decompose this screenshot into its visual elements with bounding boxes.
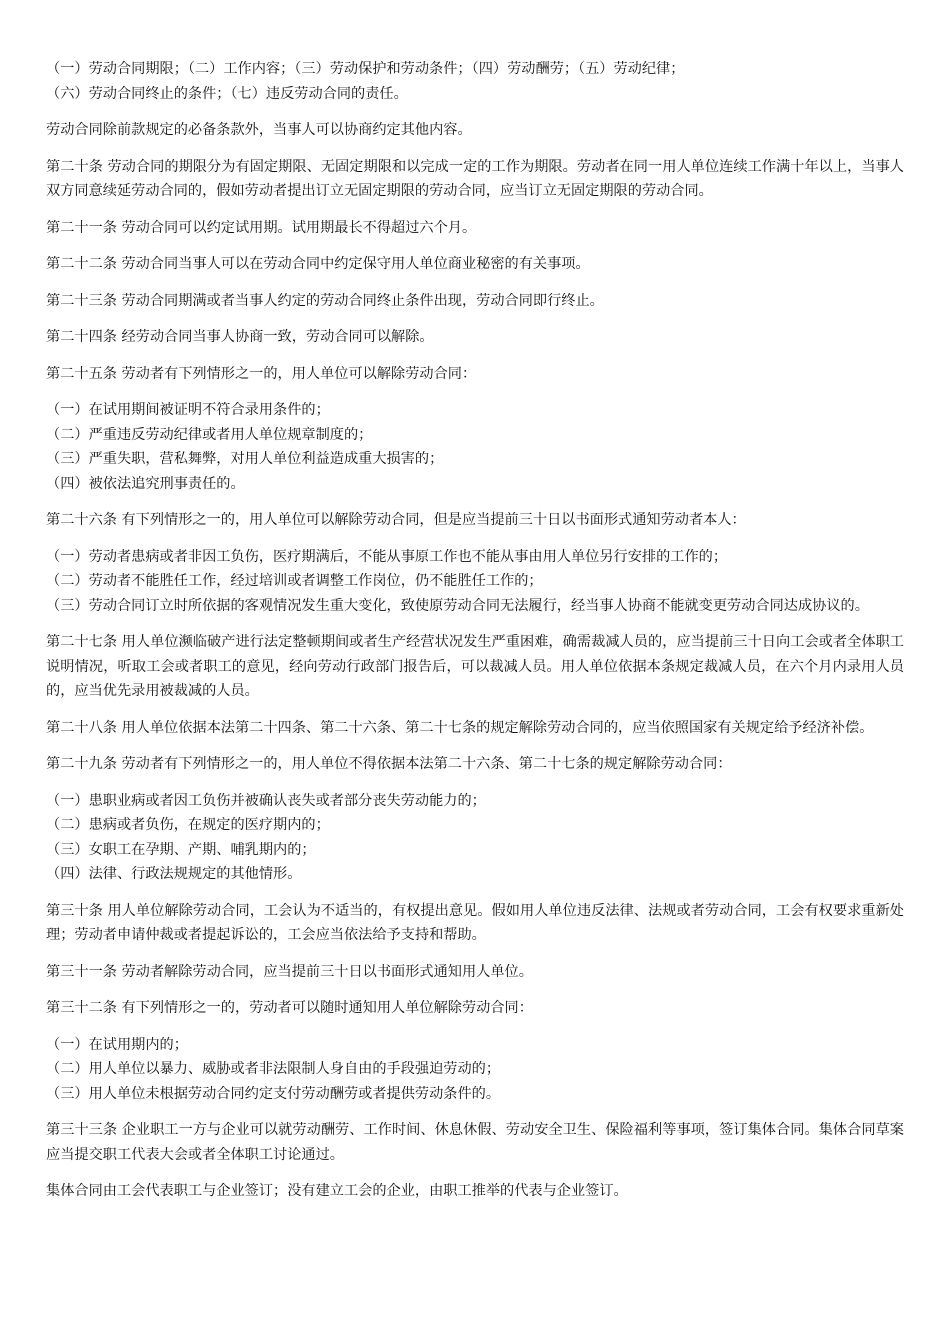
list-item: （二）用人单位以暴力、威胁或者非法限制人身自由的手段强迫劳动的；	[46, 1061, 501, 1077]
list-item: （二）严重违反劳动纪律或者用人单位规章制度的；	[46, 426, 373, 443]
article-24: 第二十四条 经劳动合同当事人协商一致，劳动合同可以解除。	[46, 329, 434, 345]
article-23: 第二十三条 劳动合同期满或者当事人约定的劳动合同终止条件出现，劳动合同即行终止。	[46, 292, 604, 309]
article-20: 第二十条 劳动合同的期限分为有固定期限、无固定期限和以完成一定的工作为期限。劳动者在同一用人单位连续工作满十年以上，当事人双方同意续延劳动合同的，假如劳动者提出订立无固定期限的劳动合同，应当订立无固定期限的劳动合同。	[46, 158, 904, 199]
article-30: 第三十条 用人单位解除劳动合同，工会认为不适当的，有权提出意见。假如用人单位违反法律、法规或者劳动合同，工会有权要求重新处理；劳动者申请仲裁或者提起诉讼的，工会应当依法给予支持和帮助。	[46, 902, 904, 943]
list-item: （三）严重失职，营私舞弊，对用人单位利益造成重大损害的；	[46, 451, 444, 467]
article-26-items	[46, 545, 904, 619]
article-29-items	[46, 789, 904, 887]
list-item: （一）劳动者患病或者非因工负伤，医疗期满后，不能从事原工作也不能从事由用人单位另行安排的工作的；	[46, 548, 728, 565]
article-29: 第二十九条 劳动者有下列情形之一的，用人单位不得依据本法第二十六条、第二十七条的规定解除劳动合同：	[46, 756, 732, 772]
list-item: （一）患职业病或者因工负伤并被确认丧失或者部分丧失劳动能力的；	[46, 792, 486, 809]
paragraph: 劳动合同除前款规定的必备条款外，当事人可以协商约定其他内容。	[46, 122, 472, 138]
article-19-items	[46, 57, 904, 106]
document-page	[46, 57, 904, 1216]
article-21: 第二十一条 劳动合同可以约定试用期。试用期最长不得超过六个月。	[46, 219, 477, 236]
article-22: 第二十二条 劳动合同当事人可以在劳动合同中约定保守用人单位商业秘密的有关事项。	[46, 256, 590, 272]
paragraph: 集体合同由工会代表职工与企业签订；没有建立工会的企业，由职工推举的代表与企业签订。	[46, 1183, 628, 1199]
article-32: 第三十二条 有下列情形之一的，劳动者可以随时通知用人单位解除劳动合同：	[46, 1000, 533, 1016]
list-item: （四）法律、行政法规规定的其他情形。	[46, 866, 302, 882]
list-item: （四）被依法追究刑事责任的。	[46, 475, 245, 492]
article-31: 第三十一条 劳动者解除劳动合同，应当提前三十日以书面形式通知用人单位。	[46, 963, 533, 980]
list-item: （一）在试用期间被证明不符合录用条件的；	[46, 402, 330, 418]
list-item: （二）劳动者不能胜任工作，经过培训或者调整工作岗位，仍不能胜任工作的；	[46, 573, 543, 589]
article-25-items	[46, 398, 904, 496]
article-26: 第二十六条 有下列情形之一的，用人单位可以解除劳动合同，但是应当提前三十日以书面形式通知劳动者本人：	[46, 512, 746, 528]
list-item: （一）在试用期内的；	[46, 1036, 188, 1053]
article-32-items	[46, 1033, 904, 1107]
list-item: （二）患病或者负伤，在规定的医疗期内的；	[46, 817, 330, 833]
list-item: （三）用人单位未根据劳动合同约定支付劳动酬劳或者提供劳动条件的。	[46, 1085, 501, 1102]
article-25: 第二十五条 劳动者有下列情形之一的，用人单位可以解除劳动合同：	[46, 365, 477, 382]
list-item: （三）劳动合同订立时所依据的客观情况发生重大变化，致使原劳动合同无法履行，经当事人协商不能就变更劳动合同达成协议的。	[46, 597, 869, 614]
list-item: （三）女职工在孕期、产期、哺乳期内的；	[46, 841, 316, 858]
article-27: 第二十七条 用人单位濒临破产进行法定整顿期间或者生产经营状况发生严重困难，确需裁减人员的，应当提前三十日向工会或者全体职工说明情况，听取工会或者职工的意见，经向劳动行政部门报告后，可以裁减人员。用人单位依据本条规定裁减人员，在六个月内录用人员的，应当优先录用被裁减的人员。	[46, 634, 904, 699]
list-item: （一）劳动合同期限；（二）工作内容；（三）劳动保护和劳动条件；（四）劳动酬劳；（五）劳动纪律；	[46, 61, 685, 77]
article-28: 第二十八条 用人单位依据本法第二十四条、第二十六条、第二十七条的规定解除劳动合同的，应当依照国家有关规定给予经济补偿。	[46, 719, 874, 736]
article-33: 第三十三条 企业职工一方与企业可以就劳动酬劳、工作时间、休息休假、劳动安全卫生、保险福利等事项，签订集体合同。集体合同草案应当提交职工代表大会或者全体职工讨论通过。	[46, 1122, 904, 1163]
list-item: （六）劳动合同终止的条件；（七）违反劳动合同的责任。	[46, 85, 408, 102]
